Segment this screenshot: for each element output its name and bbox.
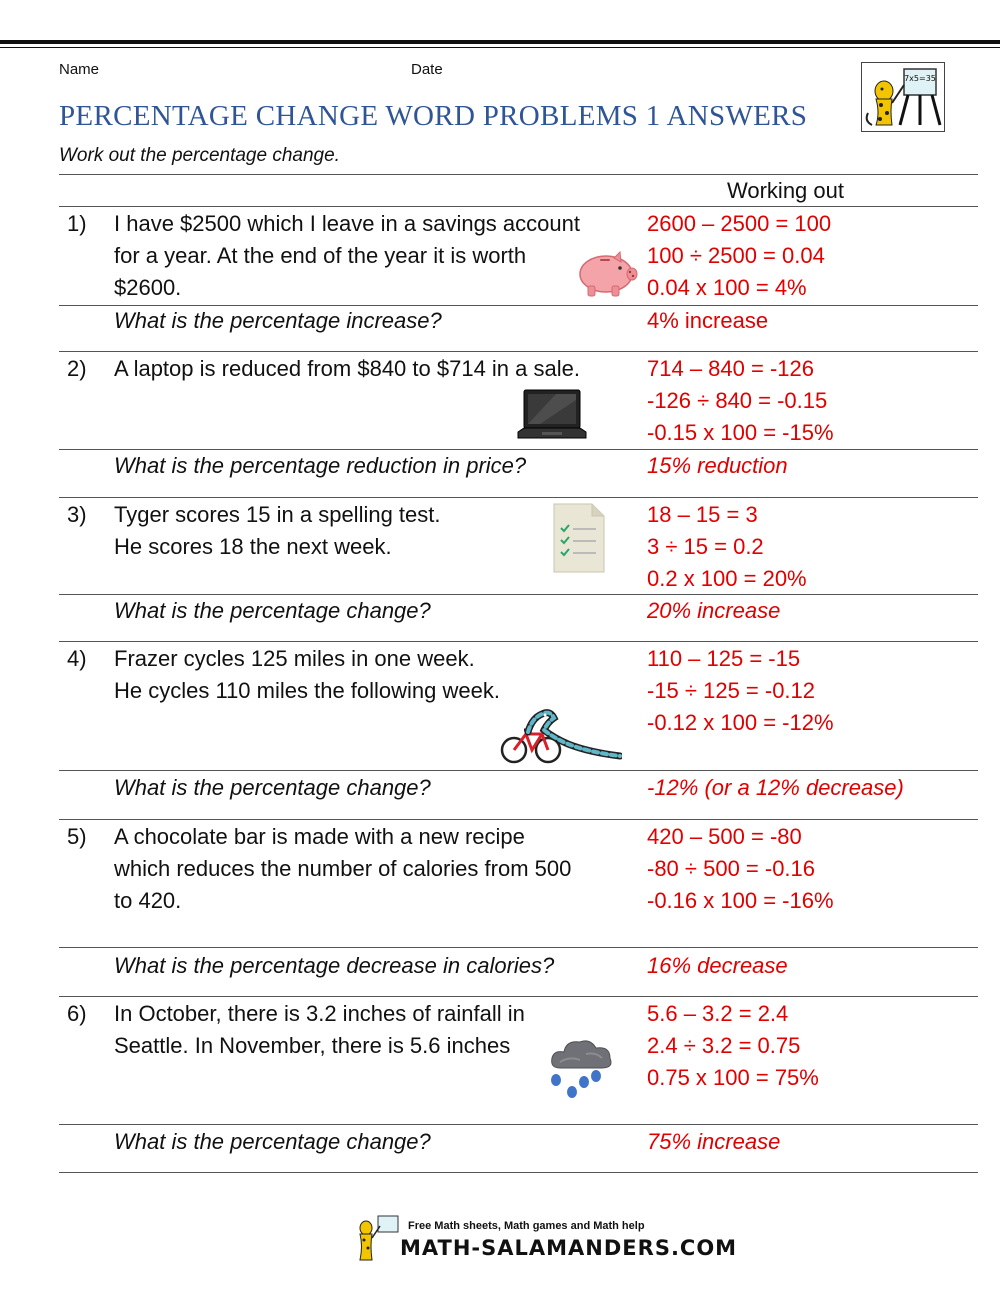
footer-salamander-icon [354, 1214, 400, 1262]
problem-1-question: What is the percentage increase? [114, 308, 442, 333]
problem-4-working-3: -0.12 x 100 = -12% [647, 710, 834, 735]
problem-5-number: 5) [67, 824, 87, 849]
problem-3-number: 3) [67, 502, 87, 527]
problem-6-line-1: In October, there is 3.2 inches of rainfall in [114, 1001, 525, 1026]
problem-6-working-3: 0.75 x 100 = 75% [647, 1065, 819, 1090]
salamander-logo [861, 62, 945, 132]
problem-2-answer: 15% reduction [647, 453, 788, 478]
problem-4-bottom-rule [59, 819, 978, 820]
problem-2-working-1: 714 – 840 = -126 [647, 356, 814, 381]
problem-4-working-2: -15 ÷ 125 = -0.12 [647, 678, 816, 703]
name-label: Name [59, 61, 100, 78]
problem-1-line-2: for a year. At the end of the year it is worth [114, 243, 527, 268]
problem-3-working-3: 0.2 x 100 = 20% [647, 566, 807, 591]
problem-1-working-2: 100 ÷ 2500 = 0.04 [647, 243, 825, 268]
problem-5-working-3: -0.16 x 100 = -16% [647, 888, 834, 913]
cycling-salamander-icon [498, 708, 622, 766]
rain-cloud-icon [546, 1036, 618, 1102]
problem-6-line-2: Seattle. In November, there is 5.6 inches [114, 1033, 511, 1058]
problem-1-working-1: 2600 – 2500 = 100 [647, 211, 832, 236]
problem-5-working-2: -80 ÷ 500 = -0.16 [647, 856, 816, 881]
header-bottom-rule [59, 206, 978, 207]
logo-badge-text: 7x5=35 [904, 74, 936, 83]
problem-1-number: 1) [67, 211, 87, 236]
problem-3-line-2: He scores 18 the next week. [114, 534, 392, 559]
problem-3-bottom-rule [59, 641, 978, 642]
problem-3-question: What is the percentage change? [114, 598, 431, 623]
problem-1-bottom-rule [59, 351, 978, 352]
problem-5-mid-rule [59, 947, 978, 948]
working-out-header: Working out [727, 178, 844, 203]
problem-1-answer: 4% increase [647, 308, 769, 333]
problem-5-line-1: A chocolate bar is made with a new recipe [114, 824, 525, 849]
problem-5-line-3: to 420. [114, 888, 182, 913]
salamander-logo-icon [862, 63, 944, 131]
problem-6-number: 6) [67, 1001, 87, 1026]
date-label: Date [411, 61, 443, 78]
problem-5-working-1: 420 – 500 = -80 [647, 824, 802, 849]
problem-2-number: 2) [67, 356, 87, 381]
problem-2-line-1: A laptop is reduced from $840 to $714 in a sale. [114, 356, 580, 381]
problem-4-answer: -12% (or a 12% decrease) [647, 775, 904, 800]
problem-3-working-2: 3 ÷ 15 = 0.2 [647, 534, 764, 559]
problem-1-working-3: 0.04 x 100 = 4% [647, 275, 807, 300]
problem-5-answer: 16% decrease [647, 953, 788, 978]
problem-2-working-3: -0.15 x 100 = -15% [647, 420, 834, 445]
problem-6-mid-rule [59, 1124, 978, 1125]
problem-4-mid-rule [59, 770, 978, 771]
problem-2-question: What is the percentage reduction in price? [114, 453, 527, 478]
page-title: PERCENTAGE CHANGE WORD PROBLEMS 1 ANSWERS [59, 100, 808, 132]
problem-4-line-1: Frazer cycles 125 miles in one week. [114, 646, 475, 671]
problem-6-answer: 75% increase [647, 1129, 781, 1154]
problem-6-working-1: 5.6 – 3.2 = 2.4 [647, 1001, 789, 1026]
problem-5-line-2: which reduces the number of calories from 500 [114, 856, 572, 881]
problem-4-line-2: He cycles 110 miles the following week. [114, 678, 500, 703]
problem-6-working-2: 2.4 ÷ 3.2 = 0.75 [647, 1033, 801, 1058]
problem-2-working-2: -126 ÷ 840 = -0.15 [647, 388, 828, 413]
problem-4-number: 4) [67, 646, 87, 671]
footer-tagline: Free Math sheets, Math games and Math help [408, 1220, 645, 1232]
problem-6-bottom-rule [59, 1172, 978, 1173]
laptop-icon [516, 388, 588, 444]
table-top-rule [59, 174, 978, 175]
problem-4-question: What is the percentage change? [114, 775, 431, 800]
checklist-icon [552, 502, 606, 574]
problem-3-line-1: Tyger scores 15 in a spelling test. [114, 502, 441, 527]
piggy-bank-icon [574, 250, 638, 298]
problem-5-question: What is the percentage decrease in calories? [114, 953, 555, 978]
problem-4-working-1: 110 – 125 = -15 [647, 646, 801, 671]
problem-5-bottom-rule [59, 996, 978, 997]
problem-3-working-1: 18 – 15 = 3 [647, 502, 758, 527]
problem-1-line-3: $2600. [114, 275, 182, 300]
problem-3-answer: 20% increase [647, 598, 781, 623]
top-rule-thin [0, 47, 1000, 48]
page-subtitle: Work out the percentage change. [59, 145, 340, 166]
top-rule-thick [0, 40, 1000, 44]
footer-site-link[interactable]: MATH-SALAMANDERS.COM [400, 1236, 738, 1260]
problem-1-line-1: I have $2500 which I leave in a savings account [114, 211, 580, 236]
problem-2-bottom-rule [59, 497, 978, 498]
problem-6-question: What is the percentage change? [114, 1129, 431, 1154]
